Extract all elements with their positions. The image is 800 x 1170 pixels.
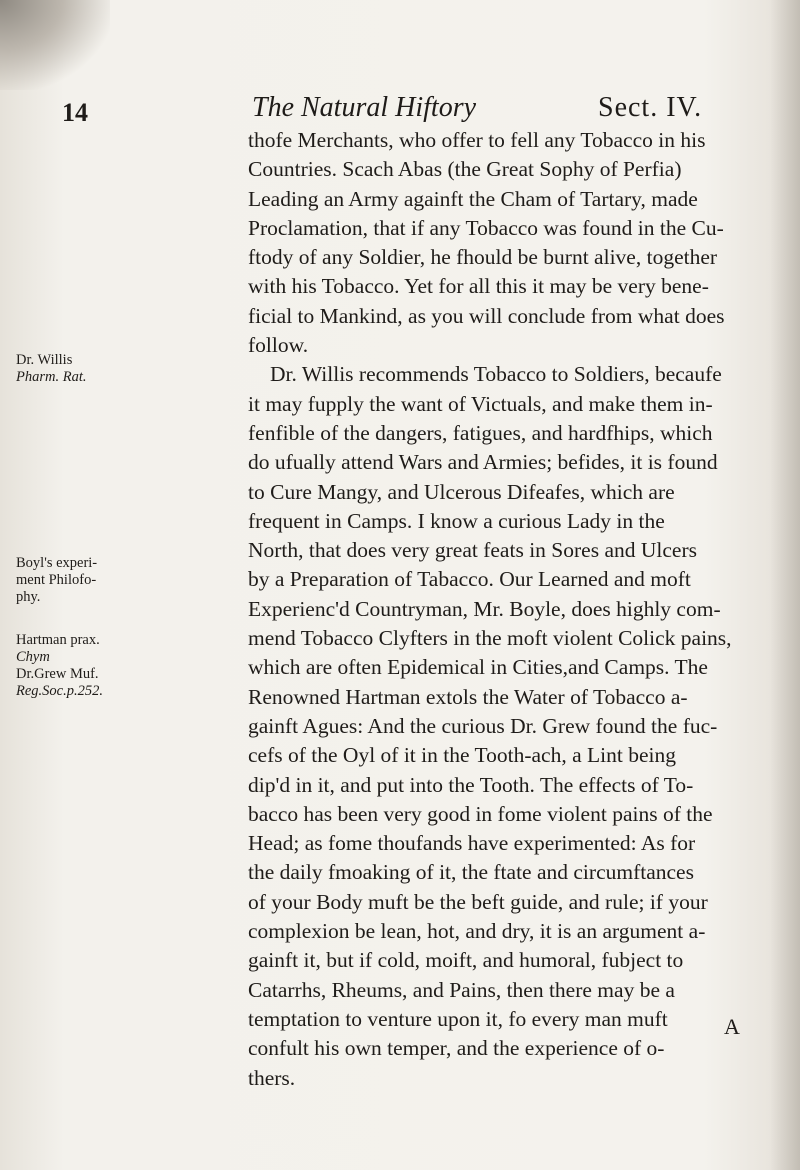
text-line: which are often Epidemical in Cities,and Camps. The: [248, 655, 708, 680]
margin-note-line: Chym: [16, 649, 50, 665]
margin-note-boyle: [16, 555, 97, 606]
text-line: with his Tobacco. Yet for all this it may be very bene-: [248, 274, 709, 299]
text-line: frequent in Camps. I know a curious Lady in the: [248, 508, 665, 533]
text-line: North, that does very great feats in Sores and Ulcers: [248, 538, 697, 563]
text-line: thofe Merchants, who offer to fell any Tobacco in his: [248, 128, 706, 152]
text-line: Catarrhs, Rheums, and Pains, then there may be a: [248, 977, 675, 1002]
margin-note-line: Hartman prax.: [16, 632, 100, 648]
text-line: Dr. Willis recommends Tobacco to Soldiers, becaufe: [270, 362, 722, 387]
text-line: thers.: [248, 1065, 296, 1090]
text-line: temptation to venture upon it, fo every man muft: [248, 1006, 668, 1031]
margin-note-line: Boyl's experi-: [16, 555, 98, 571]
text-line: by a Preparation of Tabacco. Our Learned and moft: [248, 567, 691, 592]
section-label: Sect. IV.: [598, 92, 703, 123]
text-line: the daily fmoaking of it, the ftate and circumftances: [248, 860, 694, 885]
text-line: complexion be lean, hot, and dry, it is an argument a-: [248, 919, 706, 944]
text-line: it may fupply the want of Victuals, and make them in-: [248, 391, 713, 416]
text-line: follow.: [248, 333, 309, 358]
text-line: ficial to Mankind, as you will conclude from what does: [248, 303, 725, 328]
text-line: confult his own temper, and the experience of o-: [248, 1036, 665, 1061]
text-line: cefs of the Oyl of it in the Tooth-ach, a Lint being: [248, 743, 676, 768]
margin-note-line: Dr. Willis: [16, 352, 73, 368]
catchword: A: [724, 1014, 740, 1039]
margin-note-line: phy.: [16, 589, 41, 605]
text-line: Experienc'd Countryman, Mr. Boyle, does highly com-: [248, 596, 721, 621]
text-line: mend Tobacco Clyfters in the moft violent Colick pains,: [248, 626, 732, 651]
margin-note-line: Reg.Soc.p.252.: [16, 683, 103, 699]
text-line: of your Body muft be the beft guide, and rule; if your: [248, 889, 708, 914]
text-line: Renowned Hartman extols the Water of Tobacco a-: [248, 684, 688, 709]
text-line: Leading an Army againft the Cham of Tartary, made: [248, 186, 698, 211]
margin-note-line: Dr.Grew Muf.: [16, 666, 99, 682]
text-line: Head; as fome thoufands have experimented: As for: [248, 831, 696, 856]
text-line: bacco has been very good in fome violent pains of the: [248, 801, 713, 826]
text-line: fenfible of the dangers, fatigues, and hardfhips, which: [248, 420, 713, 445]
running-title: The Natural Hiftory: [252, 92, 477, 123]
text-line: gainft Agues: And the curious Dr. Grew found the fuc-: [248, 713, 718, 738]
page-number: 14: [62, 98, 88, 127]
text-line: to Cure Mangy, and Ulcerous Difeafes, which are: [248, 479, 675, 504]
text-line: gainft it, but if cold, moift, and humoral, fubject to: [248, 948, 684, 973]
margin-note-willis: [16, 352, 86, 386]
text-line: Proclamation, that if any Tobacco was found in the Cu-: [248, 215, 724, 240]
text-line: Countries. Scach Abas (the Great Sophy of Perfia): [248, 157, 682, 182]
text-line: ftody of any Soldier, he fhould be burnt alive, together: [248, 245, 718, 270]
margin-note-line: ment Philofo-: [16, 572, 97, 588]
text-line: do ufually attend Wars and Armies; befides, it is found: [248, 450, 718, 475]
body-text: [248, 126, 768, 1093]
margin-note-line: Pharm. Rat.: [16, 369, 87, 385]
text-line: dip'd in it, and put into the Tooth. The effects of To-: [248, 772, 694, 797]
margin-note-hartman-grew: [16, 632, 103, 700]
